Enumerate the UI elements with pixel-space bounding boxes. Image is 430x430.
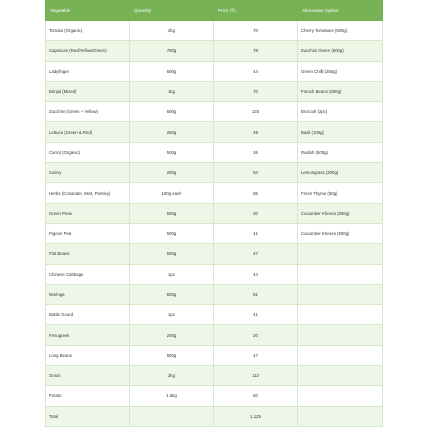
quantity-cell[interactable]: 200g: [130, 325, 214, 345]
table-row[interactable]: [46, 264, 383, 284]
alternative-cell[interactable]: Basil (100g): [298, 122, 383, 142]
vegetable-cell[interactable]: Long Beans: [46, 345, 130, 365]
price-cell[interactable]: 49: [214, 122, 298, 142]
table-row[interactable]: [46, 284, 383, 304]
alternative-cell[interactable]: [298, 325, 383, 345]
vegetable-cell[interactable]: Lettuce (Green & Red): [46, 122, 130, 142]
vegetable-cell[interactable]: Onion: [46, 366, 130, 386]
vegetable-cell[interactable]: Potato: [46, 386, 130, 406]
price-cell[interactable]: 44: [214, 61, 298, 81]
table-row[interactable]: [46, 163, 383, 183]
table-row[interactable]: [46, 41, 383, 61]
quantity-cell[interactable]: 1kg: [130, 81, 214, 101]
price-cell[interactable]: 70: [214, 21, 298, 41]
header-row: [46, 1, 383, 21]
price-cell[interactable]: 64: [214, 163, 298, 183]
vegetable-cell[interactable]: Fenugreek: [46, 325, 130, 345]
vegetable-cell[interactable]: Tomato (Organic): [46, 21, 130, 41]
quantity-cell[interactable]: 200g: [130, 163, 214, 183]
column-header-price: Price (₹): [214, 1, 298, 21]
table-row[interactable]: [46, 122, 383, 142]
quantity-cell[interactable]: 500g: [130, 102, 214, 122]
quantity-cell[interactable]: 500g: [130, 61, 214, 81]
price-cell[interactable]: 81: [214, 284, 298, 304]
alternative-cell[interactable]: [298, 305, 383, 325]
alternative-cell[interactable]: Broccoli (2pc): [298, 102, 383, 122]
alternative-cell[interactable]: Zucchini Green (500g): [298, 41, 383, 61]
price-cell[interactable]: 20: [214, 325, 298, 345]
alternative-cell[interactable]: Fresh Thyme (50g): [298, 183, 383, 203]
table-row[interactable]: [46, 142, 383, 162]
quantity-cell[interactable]: 100g each: [130, 183, 214, 203]
quantity-cell[interactable]: 500g: [130, 284, 214, 304]
quantity-cell[interactable]: [130, 406, 214, 426]
quantity-cell[interactable]: 500g: [130, 244, 214, 264]
alternative-cell[interactable]: [298, 406, 383, 426]
vegetable-cell[interactable]: Herbs (Coriander, Mint, Parsley): [46, 183, 130, 203]
table-row[interactable]: [46, 244, 383, 264]
alternative-cell[interactable]: Radish (500g): [298, 142, 383, 162]
alternative-cell[interactable]: French Beans (500g): [298, 81, 383, 101]
vegetable-cell[interactable]: Ladyfinger: [46, 61, 130, 81]
total-row[interactable]: [46, 406, 383, 426]
price-cell[interactable]: 26: [214, 142, 298, 162]
vegetable-cell[interactable]: Celery: [46, 163, 130, 183]
quantity-cell[interactable]: 2kg: [130, 366, 214, 386]
vegetable-price-table: [45, 0, 383, 427]
alternative-cell[interactable]: Cucumber Kheera (500g): [298, 223, 383, 243]
quantity-cell[interactable]: 1.5kg: [130, 386, 214, 406]
table-row[interactable]: [46, 61, 383, 81]
price-cell[interactable]: 60: [214, 386, 298, 406]
price-cell[interactable]: 41: [214, 305, 298, 325]
quantity-cell[interactable]: 1pc: [130, 264, 214, 284]
alternative-cell[interactable]: Green Chilli (250g): [298, 61, 383, 81]
alternative-cell[interactable]: Cucumber Kheera (500g): [298, 203, 383, 223]
table-row[interactable]: [46, 81, 383, 101]
table-row[interactable]: [46, 102, 383, 122]
table-row[interactable]: [46, 366, 383, 386]
vegetable-cell[interactable]: Green Peas: [46, 203, 130, 223]
price-cell[interactable]: 47: [214, 345, 298, 365]
price-cell[interactable]: 44: [214, 264, 298, 284]
alternative-cell[interactable]: [298, 386, 383, 406]
price-cell[interactable]: 1,125: [214, 406, 298, 426]
column-header-alternative: Alternative Option: [298, 1, 383, 21]
column-header-quantity: Quantity: [130, 1, 214, 21]
vegetable-cell[interactable]: Total: [46, 406, 130, 426]
vegetable-cell[interactable]: Pigeon Pea: [46, 223, 130, 243]
column-header-vegetable: Vegetable: [46, 1, 130, 21]
vegetable-cell[interactable]: Brinjal (Mixed): [46, 81, 130, 101]
price-cell[interactable]: 86: [214, 183, 298, 203]
vegetable-cell[interactable]: Capsicum (Red/Yellow/Green): [46, 41, 130, 61]
table-row[interactable]: [46, 223, 383, 243]
table-row[interactable]: [46, 325, 383, 345]
price-cell[interactable]: 125: [214, 102, 298, 122]
vegetable-cell[interactable]: Zucchini (Green + Yellow): [46, 102, 130, 122]
vegetable-cell[interactable]: Moringa: [46, 284, 130, 304]
quantity-cell[interactable]: 500g: [130, 142, 214, 162]
price-cell[interactable]: 78: [214, 41, 298, 61]
alternative-cell[interactable]: [298, 284, 383, 304]
table-row[interactable]: [46, 203, 383, 223]
table-row[interactable]: [46, 345, 383, 365]
alternative-cell[interactable]: Lemongrass (200g): [298, 163, 383, 183]
quantity-cell[interactable]: 1pc: [130, 305, 214, 325]
table-row[interactable]: [46, 305, 383, 325]
table-row[interactable]: [46, 386, 383, 406]
price-cell[interactable]: 112: [214, 366, 298, 386]
alternative-cell[interactable]: [298, 366, 383, 386]
table-row[interactable]: [46, 21, 383, 41]
vegetable-cell[interactable]: Chinese Cabbage: [46, 264, 130, 284]
price-cell[interactable]: 70: [214, 81, 298, 101]
vegetable-cell[interactable]: Flat Beans: [46, 244, 130, 264]
alternative-cell[interactable]: Cherry Tomatoes (500g): [298, 21, 383, 41]
price-cell[interactable]: 20: [214, 203, 298, 223]
quantity-cell[interactable]: 500g: [130, 203, 214, 223]
quantity-cell[interactable]: 750g: [130, 41, 214, 61]
alternative-cell[interactable]: [298, 244, 383, 264]
quantity-cell[interactable]: 250g: [130, 122, 214, 142]
table-body: [46, 21, 383, 427]
quantity-cell[interactable]: 2kg: [130, 21, 214, 41]
table-header: [46, 1, 383, 21]
price-cell[interactable]: 47: [214, 244, 298, 264]
price-cell[interactable]: 41: [214, 223, 298, 243]
alternative-cell[interactable]: [298, 264, 383, 284]
table-row[interactable]: [46, 183, 383, 203]
quantity-cell[interactable]: 500g: [130, 345, 214, 365]
alternative-cell[interactable]: [298, 345, 383, 365]
vegetable-cell[interactable]: Carrot (Organic): [46, 142, 130, 162]
quantity-cell[interactable]: 500g: [130, 223, 214, 243]
vegetable-order-sheet: [45, 0, 382, 427]
vegetable-cell[interactable]: Bottle Gourd: [46, 305, 130, 325]
